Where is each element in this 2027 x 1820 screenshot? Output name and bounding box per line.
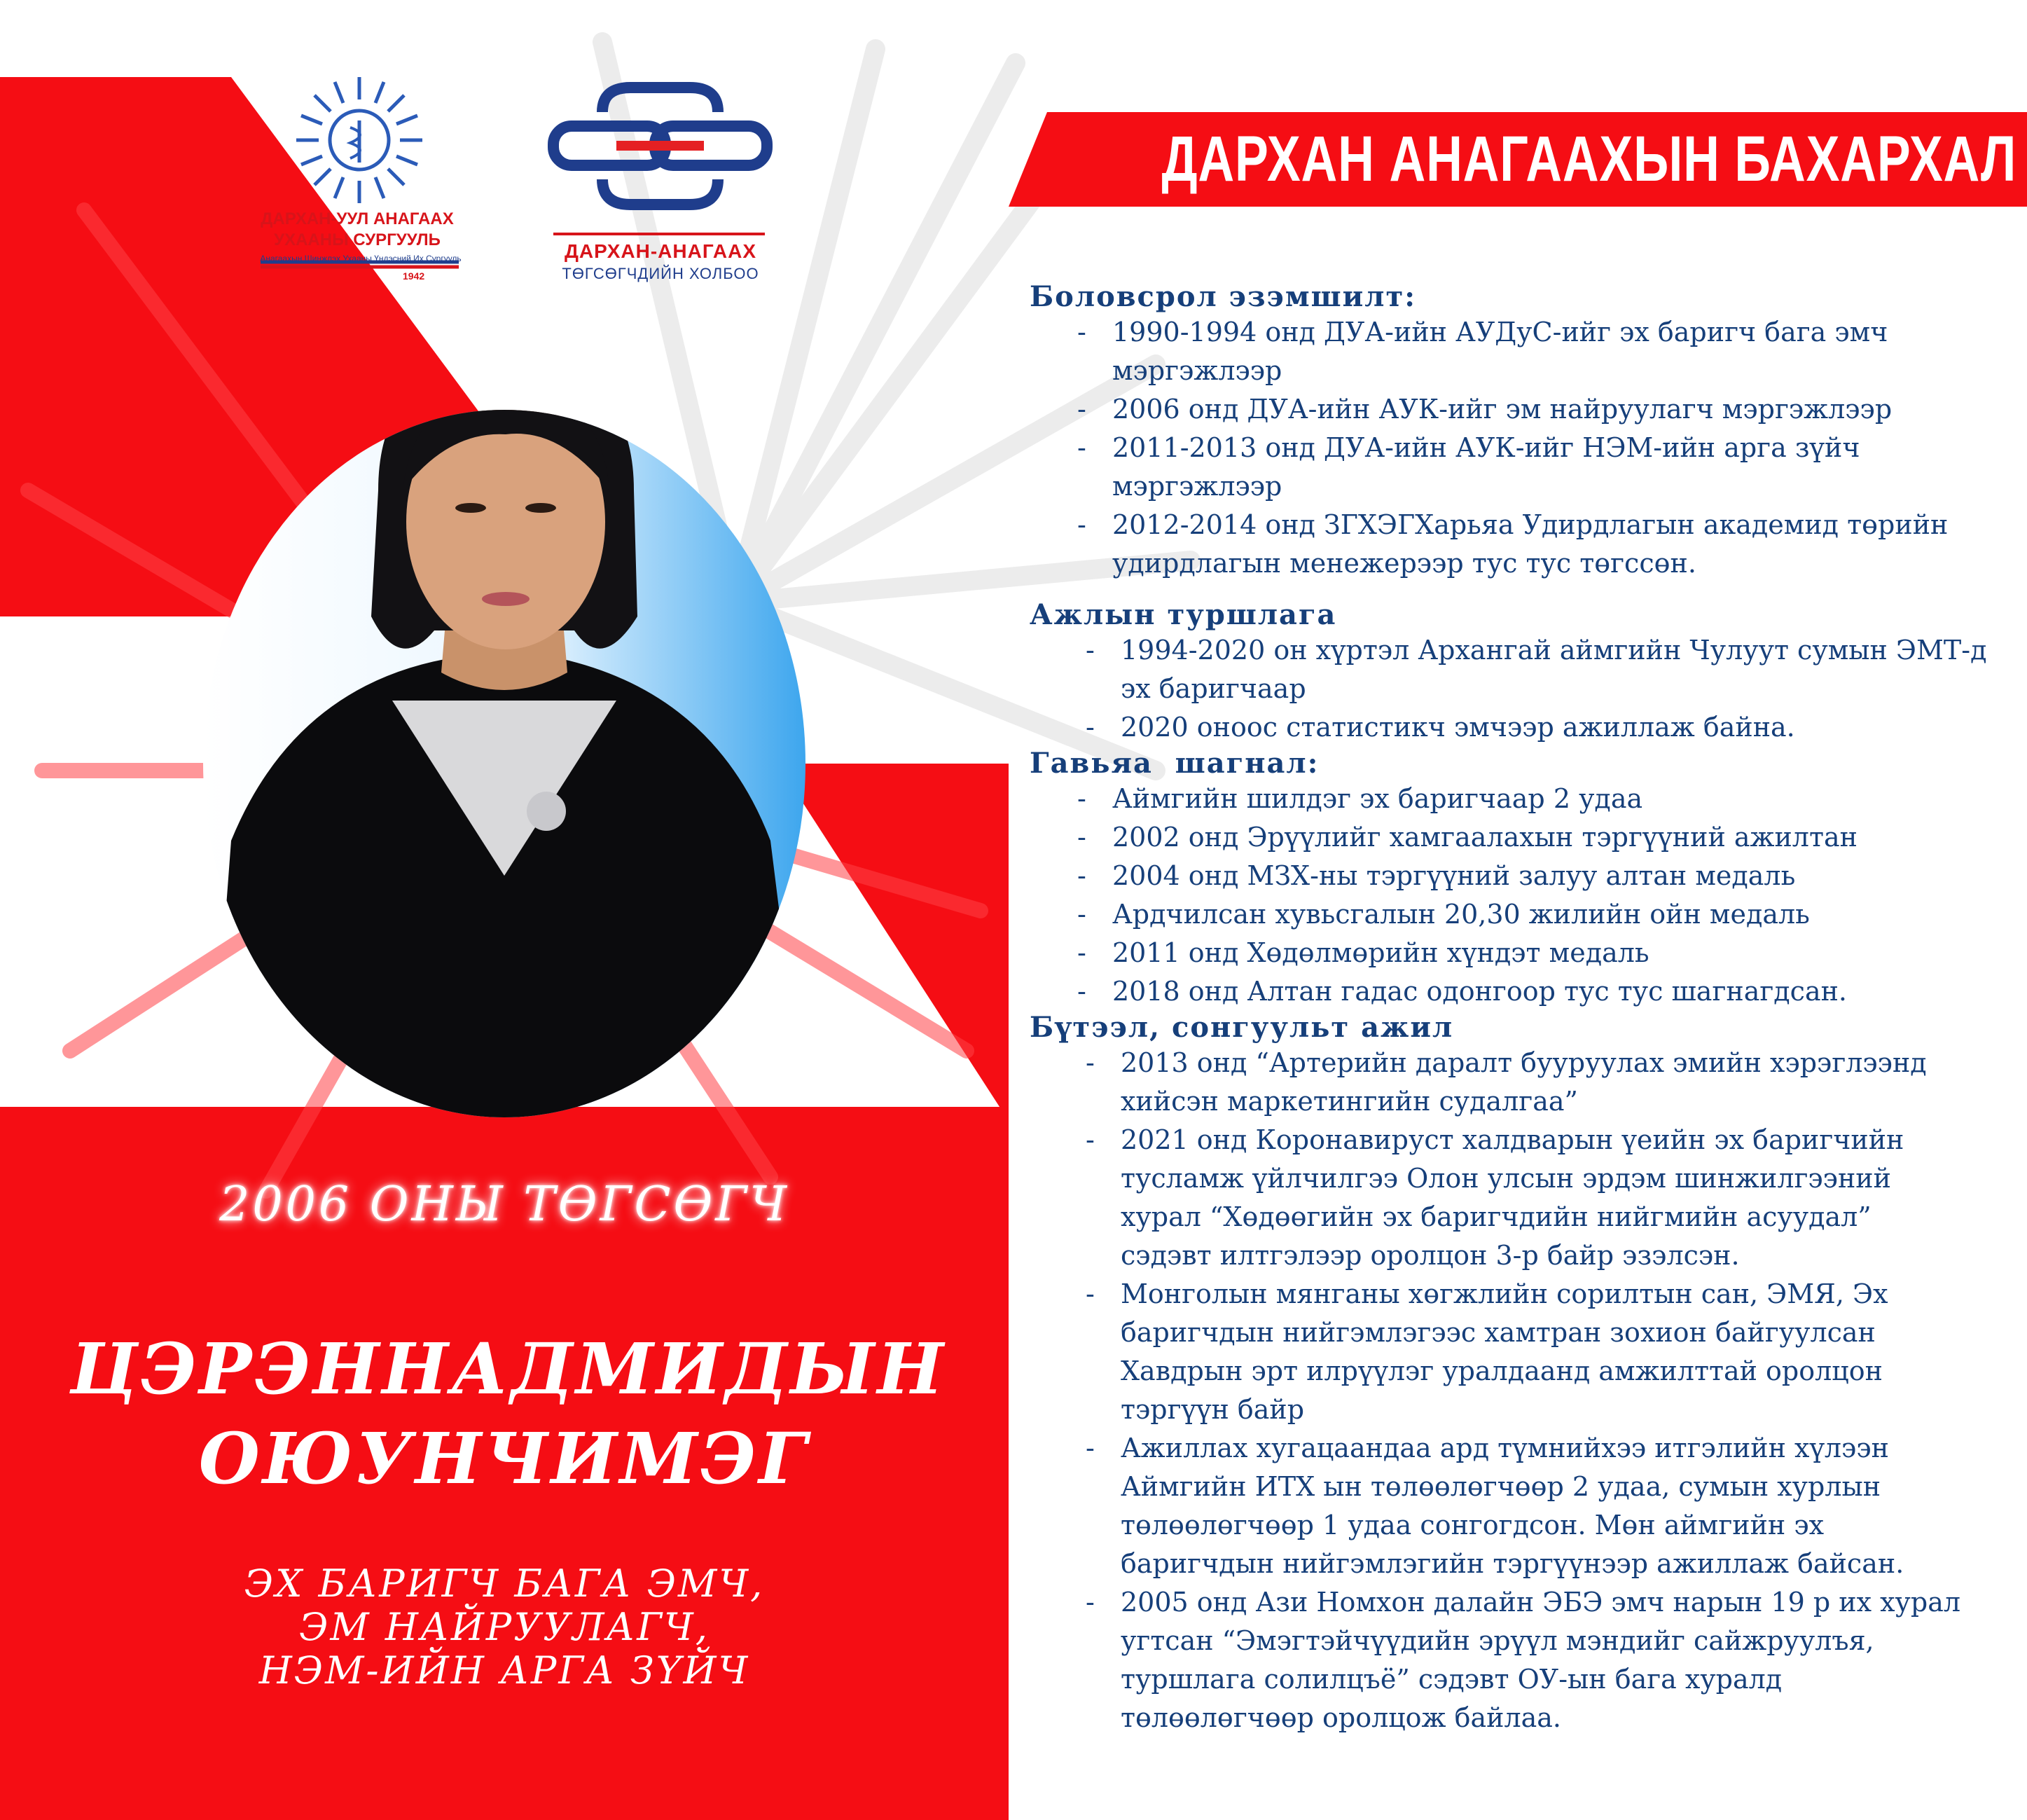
person-given-name: ОЮУНЧИМЭГ (198, 1417, 810, 1500)
logo-left-line1: ДАРХАН-УУЛ АНАГААХ (261, 209, 454, 228)
list-item: - 2011 онд Хөдөлмөрийн хүндэт медаль (1072, 934, 2010, 972)
profession-list (105, 1562, 904, 1693)
logo-right-line1: ДАРХАН-АНАГААХ (564, 240, 757, 262)
graduation-year: 2006 ОНЫ ТӨГСӨГЧ (219, 1177, 789, 1232)
list-item: - 2020 оноос статистикч эмчээр ажиллаж байна. (1080, 708, 2010, 747)
person-name (70, 1324, 946, 1503)
education-list (1072, 313, 2010, 583)
works-title: Бүтээл, сонгуульт ажил (1030, 1011, 1454, 1044)
list-item: - 2002 онд Эрүүлийг хамгаалахын тэргүүний ажилтан (1072, 818, 2010, 857)
rod-of-asclepius-sunburst-icon (296, 77, 422, 203)
list-item: - Монголын мянганы хөгжлийн сорилтын сан, ЭМЯ, Эх баригчдын нийгэмлэгээс хамтран зохион байгуулсан Хавдрын эрт илрүүлэг уралдаанд амжилттай оролцон тэргүүн байр (1080, 1275, 1970, 1429)
list-item: - 1994-2020 он хүртэл Архангай аймгийн Чулуут сумын ЭМТ-д эх баригчаар (1080, 631, 2010, 708)
logo-left-name (238, 209, 476, 251)
list-item: - 2006 онд ДУА-ийн АУК-ийг эм найруулагч мэргэжлээр (1072, 390, 2010, 429)
list-item: - Ажиллах хугацаандаа ард түмнийхээ итгэлийн хүлээн Аймгийн ИТХ ын төлөөлөгчөөр 2 удаа, сумын хурлын төлөөлөгчөөр 1 удаа сонгогдсон. Мөн аймгийн эх баригчдын нийгэмлэгийн тэргүүнээр ажиллаж байсан. (1080, 1429, 1970, 1583)
awards-title: Гавьяа шагнал: (1030, 747, 1320, 780)
awards-list (1072, 780, 2010, 1011)
logo-left-subtitle: Анагаахын Шинжлэх Ухааны Үндэсний Их Сургууль (260, 254, 462, 263)
list-item: - Аймгийн шилдэг эх баригчаар 2 удаа (1072, 780, 2010, 818)
experience-list (1080, 631, 2010, 747)
page-title: ДАРХАН АНАГААХЫН БАХАРХАЛ (1161, 123, 2017, 195)
profession-line: ЭХ БАРИГЧ БАГА ЭМЧ, (244, 1562, 765, 1606)
list-item: - 2013 онд “Артерийн даралт бууруулах эмийн хэрэглээнд хийсэн маркетингийн судалгаа” (1080, 1044, 1970, 1121)
list-item: - 1990-1994 онд ДУА-ийн АУДуС-ийг эх баригч бага эмч мэргэжлээр (1072, 313, 2010, 390)
biography-content (1030, 280, 2010, 1737)
list-item: - 2012-2014 онд ЗГХЭГХарьяа Удирдлагын академид төрийн удирдлагын менежерээр тус тус төгссөн. (1072, 506, 2010, 583)
list-item: - 2011-2013 онд ДУА-ийн АУК-ийг НЭМ-ийн арга зүйч мэргэжлээр (1072, 429, 2010, 506)
awards-section (1030, 747, 2010, 1011)
education-section (1030, 280, 2010, 583)
experience-section (1030, 598, 2010, 747)
person-surname: ЦЭРЭННАДМИДЫН (70, 1328, 946, 1410)
logo-left-year: 1942 (403, 270, 425, 282)
works-section (1030, 1011, 2010, 1737)
works-list (1080, 1044, 1970, 1737)
list-item: - 2004 онд МЗХ-ны тэргүүний залуу алтан медаль (1072, 857, 2010, 895)
list-item: - 2018 онд Алтан гадас одонгоор тус тус шагнагдсан. (1072, 972, 2010, 1011)
list-item: - 2005 онд Ази Номхон далайн ЭБЭ эмч нарын 19 р их хурал угтсан “Эмэгтэйчүүдийн эрүүл мэндийг сайжруулъя, туршлага солилцъё” сэдэвт ОУ-ын бага хуралд төлөөлөгчөөр оролцож байлаа. (1080, 1583, 1970, 1737)
list-item: - Ардчилсан хувьсгалын 20,30 жилийн ойн медаль (1072, 895, 2010, 934)
profession-line: ЭМ НАЙРУУЛАГЧ, (299, 1605, 710, 1649)
list-item: - 2021 онд Коронавируст халдварын үеийн эх баригчийн тусламж үйлчилгээ Олон улсын эрдэм шинжилгээний хурал “Хөдөөгийн эх баригчдийн нийгмийн асуудал” сэдэвт илтгэлээр оролцон 3-р байр эзэлсэн. (1080, 1121, 1970, 1275)
logo-right-line2: ТӨГСӨГЧДИЙН ХОЛБОО (562, 265, 759, 282)
profession-line: НЭМ-ИЙН АРГА ЗҮЙЧ (258, 1648, 750, 1693)
experience-title: Ажлын туршлага (1030, 598, 1337, 631)
logo-left-line2: УХААНЫ СУРГУУЛЬ (274, 230, 441, 249)
education-title: Боловсрол эзэмшилт: (1030, 280, 1417, 313)
